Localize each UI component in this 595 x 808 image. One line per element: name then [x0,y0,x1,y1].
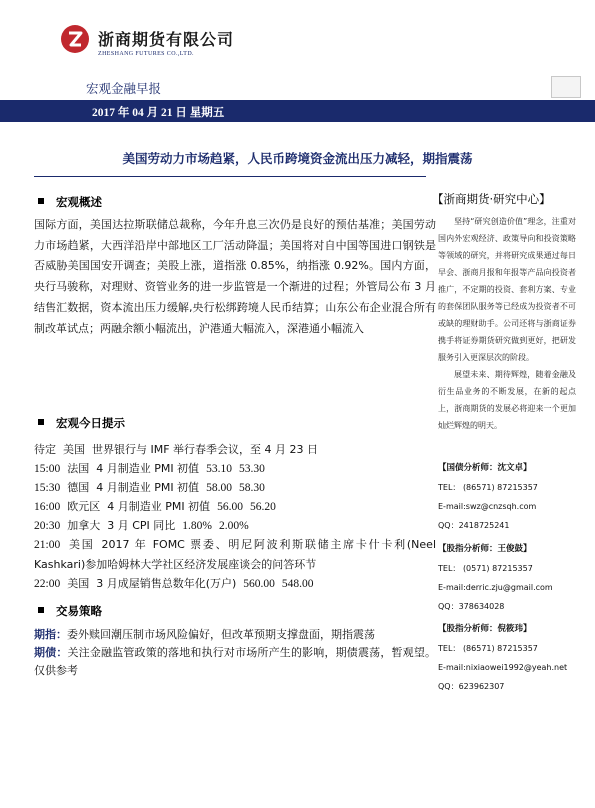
strategy-bond: 期债：关注金融监管政策的落地和执行对市场所产生的影响，期债震荡，暂观望。仅供参考 [34,646,436,677]
headline-divider [34,176,426,177]
schedule-row: 15:00 法国 4 月制造业 PMI 初值 53.10 53.30 [34,462,265,475]
square-bullet-icon [38,198,44,204]
square-bullet-icon [38,607,44,613]
intro-paragraph: 展望未来、期待辉煌，随着金融及衍生品业务的不断发展，在新的起点上，浙商期货的发展必将迎来一个更加灿烂辉煌的明天。 [438,370,576,430]
analyst-name: 【股指分析师：王俊鼓】 [438,544,532,554]
square-bullet-icon [38,419,44,425]
research-center-intro [438,213,576,434]
schedule-row: 22:00 美国 3 月成屋销售总数年化(万户) 560.00 548.00 [34,577,314,590]
analyst-qq: QQ：623962307 [438,682,505,691]
section-header-strategy: 交易策略 [38,603,102,619]
schedule-list [34,440,436,593]
section-header-overview: 宏观概述 [38,194,102,210]
company-name-cn: 浙商期货有限公司 [98,30,235,49]
analyst-card [438,540,578,616]
page-title: 美国劳动力市场趋紧，人民币跨境资金流出压力减轻，期指震荡 [122,151,473,166]
analyst-card [438,620,578,696]
analyst-qq: QQ：378634028 [438,602,505,611]
analyst-name: 【国债分析师：沈文卓】 [438,463,532,473]
analyst-qq: QQ：2418725241 [438,521,510,530]
schedule-row: 21:00 美国 2017 年 FOMC 票委、明尼阿波利斯联储主席卡什卡利(Neel Kashkari)参加哈姆林大学社区经济发展座谈会的问答环节 [34,538,436,571]
schedule-row: 15:30 德国 4 月制造业 PMI 初值 58.00 58.30 [34,481,265,494]
schedule-row: 16:00 欧元区 4 月制造业 PMI 初值 56.00 56.20 [34,500,276,513]
analyst-email[interactable]: E-mail:swz@cnzsqh.com [438,502,537,511]
schedule-row: 待定 美国 世界银行与 IMF 举行春季会议，至 4 月 23 日 [34,443,319,456]
overview-paragraph: 国际方面，美国达拉斯联储总裁称，今年升息三次仍是良好的预估基准；美国劳动力市场趋紧，大西洋沿岸中部地区工厂活动降温；美国将对自中国等国进口钢铁是否威胁美国国安开调查；美股上涨，道指涨 0.85%，纳指涨 0.92%。国内方面，央行马骏称，对理财、资管业务的进一步监管是一个渐进的过程；外管局公布 3 月结售汇数据，资本流出压力缓解,央行松绑跨境人民币结算；山东公布企业混合所有制改革试点；两融余额小幅流出，沪港通大幅流入，深港通小幅流入 [34,218,436,335]
strategy-index: 期指：委外赎回潮压制市场风险偏好，但改革预期支撑盘面，期指震荡 [34,628,375,641]
analyst-tel: TEL： (0571) 87215357 [438,564,533,573]
analyst-tel: TEL： (86571) 87215357 [438,644,538,653]
intro-paragraph: 坚持“研究创造价值”理念，注重对国内外宏观经济、政策导向和投资策略等领域的研究，并将研究成果通过每日早会、浙商月报和年报等产品向投资者推广，不定期的投资、套利方案、专业的套保团队服务等已经成为投资者不可或缺的理财助手。公司还将与浙商证券携手将证券期货研究做到更好，把研发服务引入更深层次的阶段。 [438,217,576,362]
report-type: 宏观金融早报 [86,81,162,96]
section-header-schedule: 宏观今日提示 [38,415,125,431]
report-date: 2017 年 04 月 21 日 星期五 [92,107,225,119]
corner-decoration [551,76,581,98]
company-logo [60,24,90,54]
analyst-tel: TEL： (86571) 87215357 [438,483,538,492]
analyst-card [438,459,578,535]
sidebar-title: 【浙商期货·研究中心】 [432,192,551,206]
strategy-block [34,626,436,680]
company-name-en: ZHESHANG FUTURES CO.,LTD. [98,51,194,57]
analyst-name: 【股指分析师：倪筱玮】 [438,624,532,634]
date-bar [0,100,595,122]
schedule-row: 20:30 加拿大 3 月 CPI 同比 1.80% 2.00% [34,519,249,532]
analyst-email[interactable]: E-mail:nixiaowei1992@yeah.net [438,663,568,672]
analyst-email[interactable]: E-mail:derric.zju@gmail.com [438,583,553,592]
